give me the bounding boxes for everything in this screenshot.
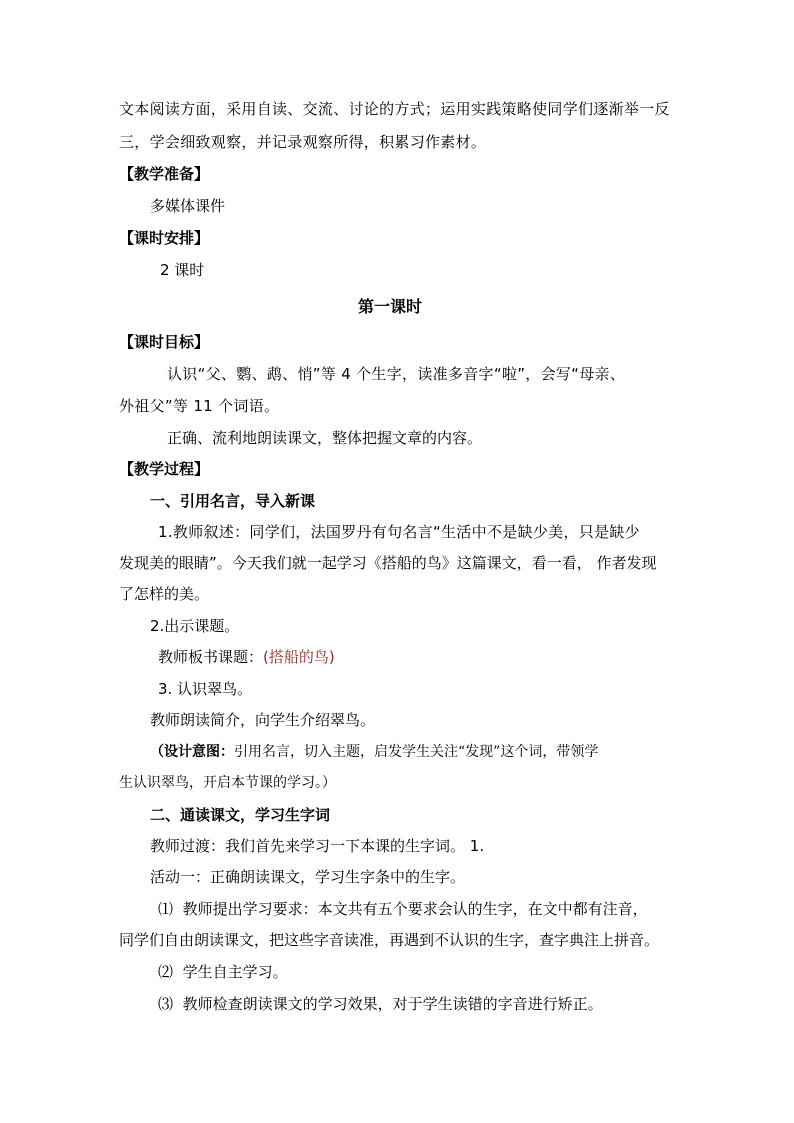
goals-line-3: 正确、流利地朗读课文，整体把握文章的内容。 — [167, 429, 483, 447]
section2-item3 — [158, 994, 603, 1014]
section2-activity1: 活动一：正确朗读课文，学习生字条中的生字。 — [150, 868, 466, 886]
section1-step1-line2: 发现美的眼睛”。今天我们就一起学习《搭船的鸟》这篇课文，看一看， 作者发现 — [119, 554, 657, 572]
section1-step1-line1: 1.教师叙述：同学们，法国罗丹有句名言“生活中不是缺少美，只是缺少 — [158, 523, 640, 541]
section1-board — [158, 647, 335, 667]
section1-step3: 3. 认识翠鸟。 — [158, 680, 253, 698]
goals-heading: 【课时目标】 — [119, 333, 210, 351]
item3-number: ⑶ — [158, 995, 174, 1013]
section1-step1-line3: 了怎样的美。 — [119, 585, 210, 603]
item2-number: ⑵ — [158, 963, 174, 981]
lesson-title: 第一课时 — [358, 297, 423, 316]
section2-item2 — [158, 962, 288, 982]
prep-content: 多媒体课件 — [150, 197, 226, 215]
schedule-heading: 【课时安排】 — [119, 229, 210, 247]
schedule-content: 2 课时 — [160, 261, 205, 279]
goals-line-1: 认识“父、鹦、鹉、悄”等 4 个生字，读准多音字“啦”，会写“母亲、 — [167, 365, 626, 383]
goals-line-2: 外祖父”等 11 个词语。 — [119, 397, 280, 415]
intro-line-2: 三，学会细致观察，并记录观察所得，积累习作素材。 — [119, 133, 487, 151]
section2-heading: 二、通读课文，学习生字词 — [150, 806, 331, 824]
process-heading: 【教学过程】 — [119, 460, 210, 478]
section1-step3-detail: 教师朗读简介，向学生介绍翠鸟。 — [150, 711, 376, 729]
item1-text: 教师提出学习要求：本文共有五个要求会认的生字，在文中都有注音， — [182, 900, 648, 918]
item3-text: 教师检查朗读课文的学习效果，对于学生读错的字音进行矫正。 — [182, 995, 603, 1013]
board-prefix: 教师板书课题： — [158, 648, 264, 666]
section2-transition: 教师过渡：我们首先来学习一下本课的生字词。 1. — [150, 837, 485, 855]
design-intent-text: 引用名言，切入主题，启发学生关注“发现”这个词，带领学 — [234, 744, 599, 760]
item2-text: 学生自主学习。 — [182, 963, 288, 981]
section1-heading: 一、引用名言，导入新课 — [150, 492, 316, 510]
intro-line-1: 文本阅读方面，采用自读、交流、讨论的方式；运用实践策略使同学们逐渐举一反 — [119, 100, 670, 118]
section2-item1-line1 — [158, 899, 648, 919]
section1-step2: 2.出示课题。 — [150, 617, 240, 635]
prep-heading: 【教学准备】 — [119, 165, 210, 183]
design-intent-label: （设计意图： — [150, 744, 234, 760]
item1-number: ⑴ — [158, 900, 174, 918]
section2-item1-line2: 同学们自由朗读课文，把这些字音读准，再遇到不认识的生字，查字典注上拼音。 — [119, 931, 660, 949]
design-intent-line1 — [150, 742, 598, 762]
design-intent-line2: 生认识翠鸟，开启本节课的学习。） — [119, 775, 336, 791]
board-title: (搭船的鸟) — [263, 648, 335, 666]
